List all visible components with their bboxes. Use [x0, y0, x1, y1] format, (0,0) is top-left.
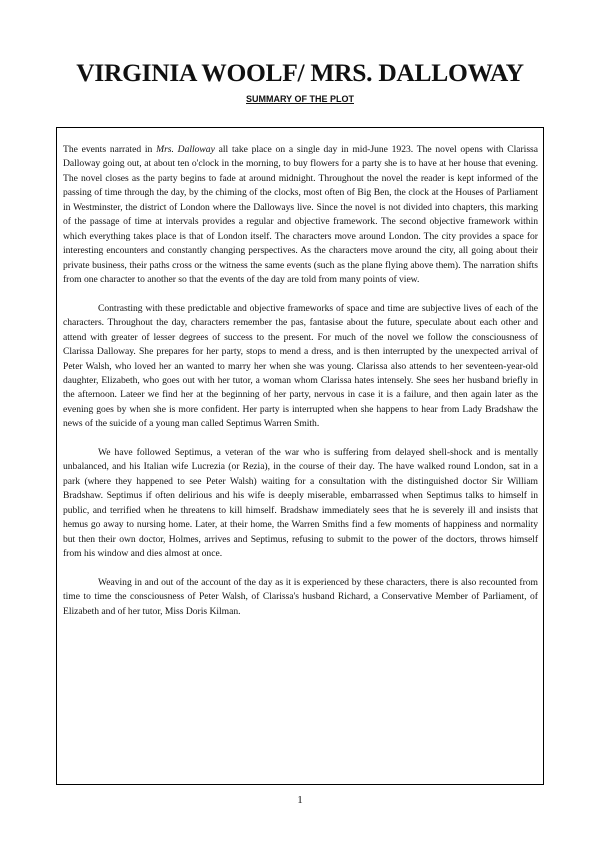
summary-paragraph-2: Contrasting with these predictable and objective frameworks of space and time are subjective lives of each of the characters. Throughout the day, characters remember the pas, fantasise about the future, speculate about each other and attend with greater of lesser degrees of success to the present. For much of the novel we follow the consciousness of Clarissa Dalloway. She prepares for her party, stops to mend a dress, and is then interrupted by the unexpected arrival of Peter Walsh, who loved her an wanted to marry her when she was young. Clarissa also attends to her seventeen-year-old daughter, Elizabeth, who goes out with her tutor, a woman whom Clarissa hates intensely. She sees her husband briefly in the afternoon. Lateer we find her at the beginning of her party, nervous in case it is a failure, and then again later as the evening goes by when she is more confident. Her party is interrupted when she happens to hear from Lady Bradshaw the news of the suicide of a young man called Septimus Warren Smith.	[63, 302, 538, 430]
summary-paragraph-4: Weaving in and out of the account of the day as it is experienced by these characters, there is also recounted from time to time the consciousness of Peter Walsh, of Clarissa's husband Richard, a Conservative Member of Parliament, of Elizabeth and of her tutor, Miss Doris Kilman.	[63, 576, 538, 617]
paragraph-1-body: all take place on a single day in mid-June 1923. The novel opens with Clarissa Dalloway going out, at about ten o'clock in the morning, to buy flowers for a party she is to have at her house that evening. The novel closes as the party begins to fade at around midnight. Throughout the novel the reader is kept informed of the passing of time through the day, by the chiming of the clocks, most often of Big Ben, the clock at the Houses of Parliament in Westminster, the district of London where the Dalloways live. Since the novel is not divided into chapters, this marking of the passage of time at intervals provides a regular and objective framework. The second objective framework within which everything takes place is that of London itself. The characters move around London. The city provides a space for interesting encounters and constantly changing perspectives. As the characters move around the city, all going about their private business, their paths cross or the witness the same events (such as the plane flying above them). The narration shifts from one character to another so that the events of the day are told from many points of view.	[63, 144, 538, 286]
summary-frame	[56, 127, 544, 785]
page-title: VIRGINIA WOOLF/ MRS. DALLOWAY	[76, 58, 524, 87]
summary-paragraph-3: We have followed Septimus, a veteran of the war who is suffering from delayed shell-shock and is mentally unbalanced, and his Italian wife Lucrezia (or Rezia), in the course of their day. The have walked round London, sat in a park (where they happened to see Peter Walsh) waiting for a consultation with the distinguished doctor Sir William Bradshaw. Septimus if often delirious and his wife is deeply miserable, embarrassed when Septimus talks to himself in public, and terrified when he threatens to kill himself. Bradshaw immediately sees that he is severely ill and insists that hemus go away to nursing home. Later, at their home, the Warren Smiths find a few moments of happiness and normality but then their own doctor, Holmes, arrives and Septimus, refusing to submit to the power of the doctors, throws himself from his window and dies almost at once.	[63, 446, 538, 560]
novel-title-italic: Mrs. Dalloway	[156, 144, 215, 155]
section-subtitle: SUMMARY OF THE PLOT	[246, 94, 354, 104]
paragraph-1-intro: The events narrated in	[63, 144, 157, 155]
summary-paragraph-1	[63, 143, 538, 288]
page-number: 1	[297, 794, 303, 806]
